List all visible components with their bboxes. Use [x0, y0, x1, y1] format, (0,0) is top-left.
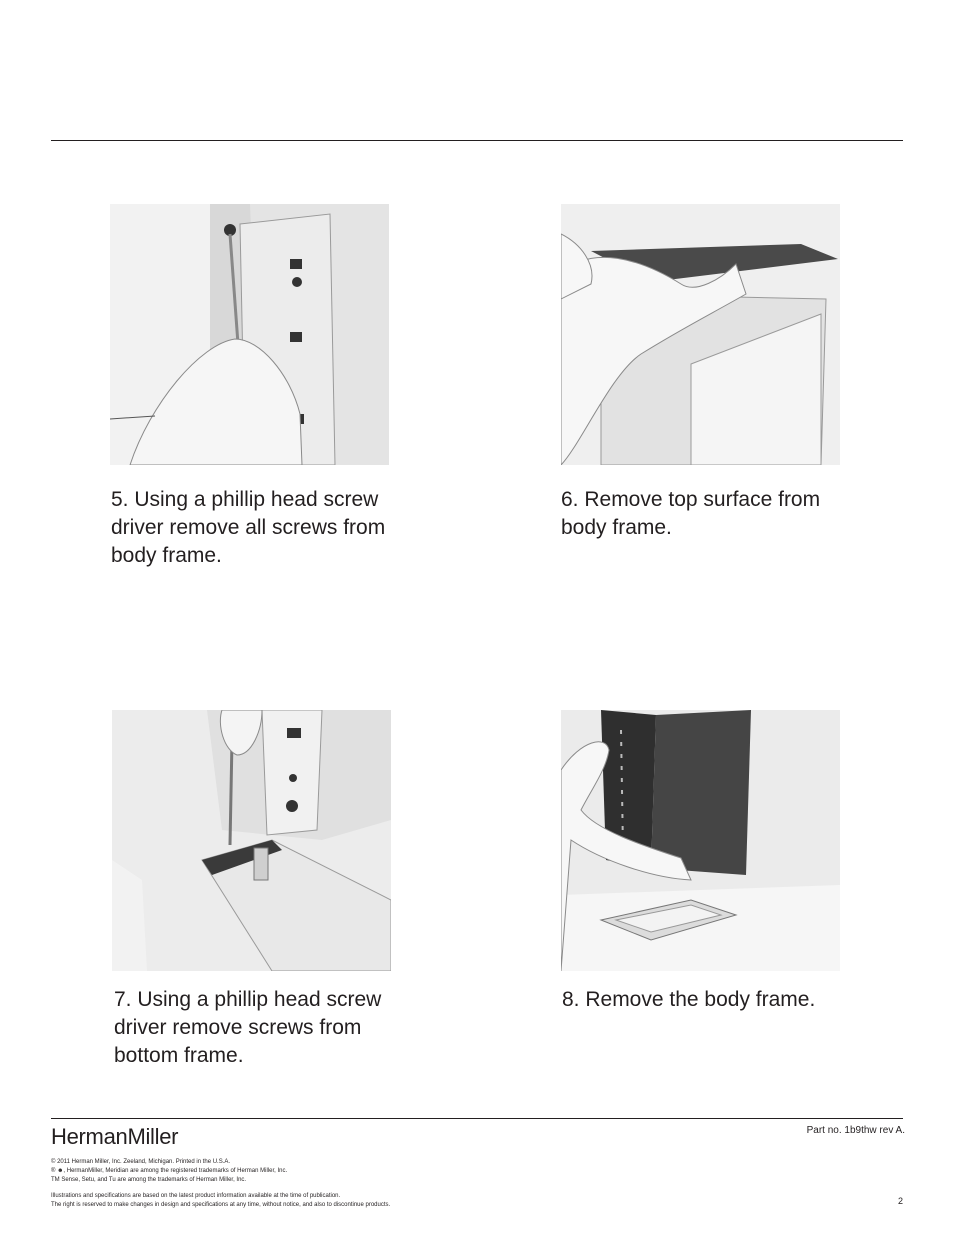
- footer-rule: [51, 1118, 903, 1119]
- top-rule: [51, 140, 903, 141]
- trademarks-line: TM Sense, Setu, and Tu are among the trademarks of Herman Miller, Inc.: [51, 1177, 247, 1183]
- disclaimer: [51, 1192, 390, 1210]
- step-8-illustration: [561, 710, 840, 971]
- step-7-illustration: [112, 710, 391, 971]
- copyright-line: © 2011 Herman Miller, Inc. Zeeland, Michigan. Printed in the U.S.A.: [51, 1159, 231, 1165]
- brand-logo: HermanMiller: [51, 1124, 179, 1149]
- step-8-caption: 8. Remove the body frame.: [562, 988, 816, 1011]
- registered-trademarks-line: ® ☻, HermanMiller, Meridian are among the registered trademarks of Herman Miller, Inc.: [51, 1168, 288, 1174]
- legal-notice: [51, 1158, 287, 1185]
- page-number: 2: [897, 1196, 903, 1206]
- step-5-caption: 5. Using a phillip head screw driver remove all screws from body frame.: [111, 488, 386, 567]
- step-7-caption: 7. Using a phillip head screw driver remove screws from bottom frame.: [114, 988, 382, 1067]
- step-5-illustration: [110, 204, 389, 465]
- disclaimer-line-1: Illustrations and specifications are based on the latest product information available at the time of publication.: [51, 1193, 341, 1199]
- disclaimer-line-2: The right is reserved to make changes in design and specifications at any time, without notice, and also to discontinue products.: [51, 1202, 391, 1208]
- step-6-caption: 6. Remove top surface from body frame.: [561, 488, 821, 539]
- step-6-illustration: [561, 204, 840, 465]
- part-number: Part no. 1b9thw rev A.: [806, 1125, 905, 1136]
